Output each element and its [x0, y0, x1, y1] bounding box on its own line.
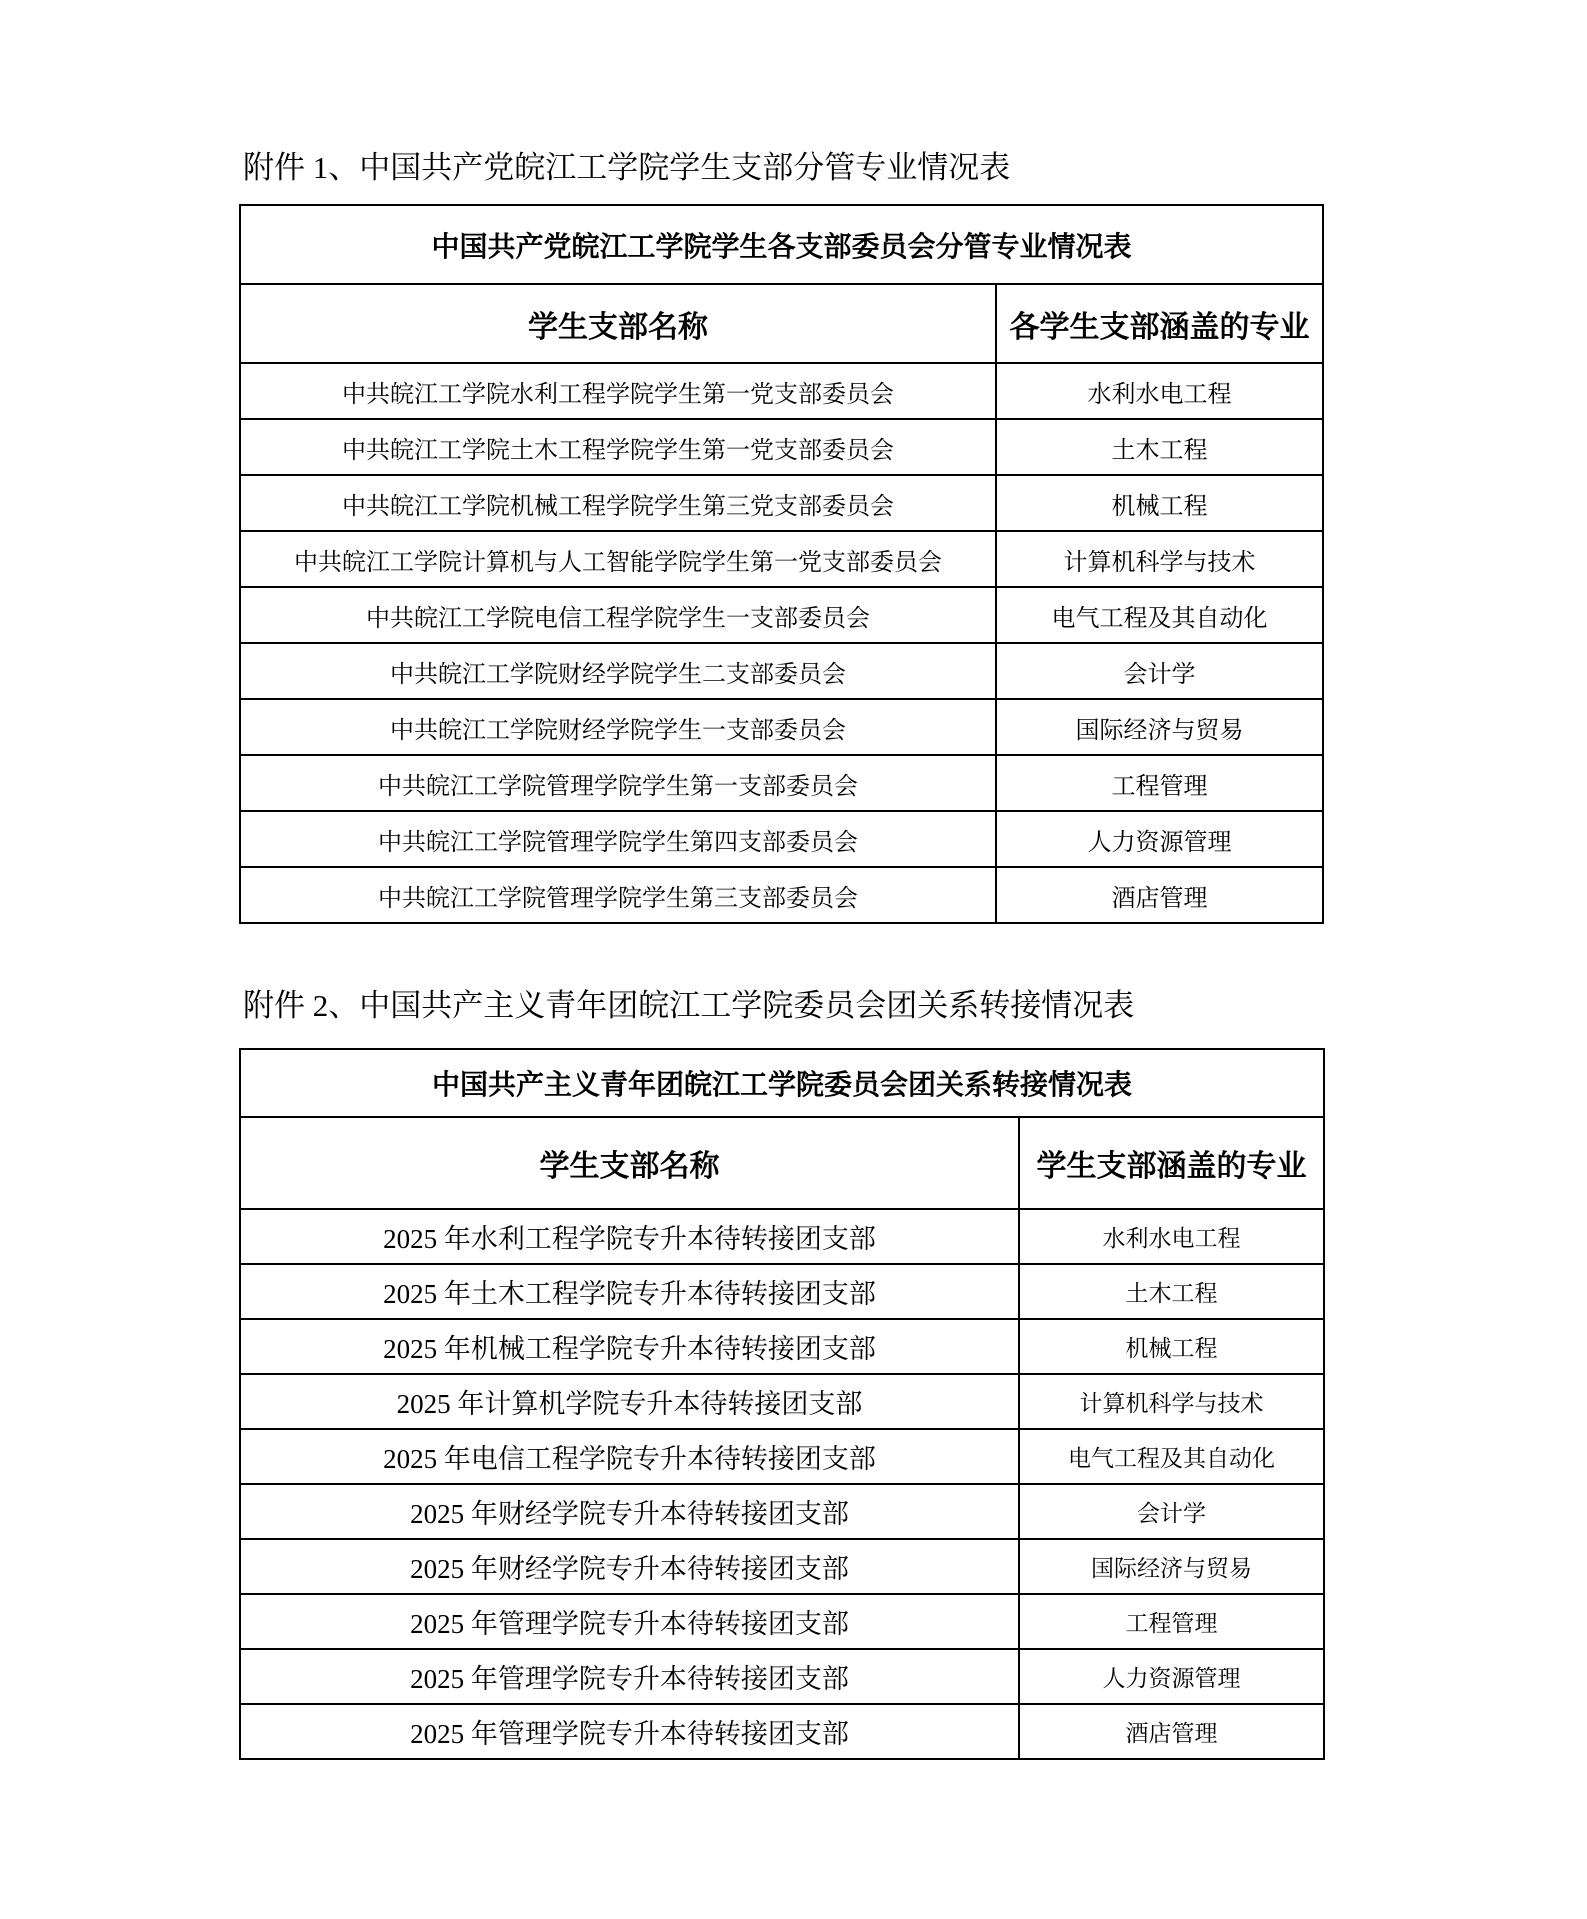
- attachment2-heading: 附件 2、中国共产主义青年团皖江工学院委员会团关系转接情况表: [243, 988, 1135, 1023]
- major-cell: 会计学: [996, 643, 1323, 699]
- column-header-branch-name: 学生支部名称: [240, 1117, 1019, 1209]
- table-row: [240, 1594, 1324, 1649]
- table-title-row: [240, 205, 1323, 284]
- major-cell: 国际经济与贸易: [1019, 1539, 1324, 1594]
- branch-name-cell: 2025 年管理学院专升本待转接团支部: [240, 1594, 1019, 1649]
- table-row: [240, 1264, 1324, 1319]
- branch-name-cell: 2025 年电信工程学院专升本待转接团支部: [240, 1429, 1019, 1484]
- major-cell: 计算机科学与技术: [996, 531, 1323, 587]
- table-row: [240, 1539, 1324, 1594]
- table-row: [240, 1429, 1324, 1484]
- branch-name-cell: 2025 年计算机学院专升本待转接团支部: [240, 1374, 1019, 1429]
- table-header-row: [240, 284, 1323, 363]
- major-cell: 电气工程及其自动化: [1019, 1429, 1324, 1484]
- youth-league-transfer-table: [239, 1048, 1325, 1760]
- column-header-covered-major: 学生支部涵盖的专业: [1019, 1117, 1324, 1209]
- table-row: [240, 1704, 1324, 1759]
- major-cell: 机械工程: [996, 475, 1323, 531]
- table-row: [240, 1319, 1324, 1374]
- major-cell: 工程管理: [1019, 1594, 1324, 1649]
- branch-name-cell: 中共皖江工学院财经学院学生一支部委员会: [240, 699, 996, 755]
- party-branch-table: [239, 204, 1324, 924]
- major-cell: 人力资源管理: [996, 811, 1323, 867]
- major-cell: 计算机科学与技术: [1019, 1374, 1324, 1429]
- branch-name-cell: 中共皖江工学院管理学院学生第三支部委员会: [240, 867, 996, 923]
- branch-name-cell: 中共皖江工学院计算机与人工智能学院学生第一党支部委员会: [240, 531, 996, 587]
- branch-name-cell: 中共皖江工学院水利工程学院学生第一党支部委员会: [240, 363, 996, 419]
- major-cell: 电气工程及其自动化: [996, 587, 1323, 643]
- party-table-title: 中国共产党皖江工学院学生各支部委员会分管专业情况表: [240, 205, 1323, 284]
- major-cell: 酒店管理: [1019, 1704, 1324, 1759]
- branch-name-cell: 2025 年管理学院专升本待转接团支部: [240, 1704, 1019, 1759]
- major-cell: 水利水电工程: [996, 363, 1323, 419]
- table-row: [240, 1484, 1324, 1539]
- major-cell: 酒店管理: [996, 867, 1323, 923]
- branch-name-cell: 2025 年机械工程学院专升本待转接团支部: [240, 1319, 1019, 1374]
- major-cell: 人力资源管理: [1019, 1649, 1324, 1704]
- major-cell: 水利水电工程: [1019, 1209, 1324, 1264]
- table-row: [240, 1374, 1324, 1429]
- table-row: [240, 475, 1323, 531]
- table-row: [240, 363, 1323, 419]
- table-row: [240, 699, 1323, 755]
- table-title-row: [240, 1049, 1324, 1117]
- table-row: [240, 1649, 1324, 1704]
- branch-name-cell: 中共皖江工学院电信工程学院学生一支部委员会: [240, 587, 996, 643]
- league-table-title: 中国共产主义青年团皖江工学院委员会团关系转接情况表: [240, 1049, 1324, 1117]
- branch-name-cell: 2025 年水利工程学院专升本待转接团支部: [240, 1209, 1019, 1264]
- table-row: [240, 1209, 1324, 1264]
- branch-name-cell: 中共皖江工学院管理学院学生第四支部委员会: [240, 811, 996, 867]
- major-cell: 会计学: [1019, 1484, 1324, 1539]
- branch-name-cell: 中共皖江工学院机械工程学院学生第三党支部委员会: [240, 475, 996, 531]
- attachment1-heading: 附件 1、中国共产党皖江工学院学生支部分管专业情况表: [243, 150, 1011, 185]
- table-row: [240, 587, 1323, 643]
- major-cell: 国际经济与贸易: [996, 699, 1323, 755]
- table-row: [240, 643, 1323, 699]
- major-cell: 工程管理: [996, 755, 1323, 811]
- table-header-row: [240, 1117, 1324, 1209]
- column-header-covered-major: 各学生支部涵盖的专业: [996, 284, 1323, 363]
- branch-name-cell: 2025 年土木工程学院专升本待转接团支部: [240, 1264, 1019, 1319]
- branch-name-cell: 中共皖江工学院财经学院学生二支部委员会: [240, 643, 996, 699]
- branch-name-cell: 中共皖江工学院管理学院学生第一支部委员会: [240, 755, 996, 811]
- table-row: [240, 811, 1323, 867]
- major-cell: 机械工程: [1019, 1319, 1324, 1374]
- branch-name-cell: 中共皖江工学院土木工程学院学生第一党支部委员会: [240, 419, 996, 475]
- major-cell: 土木工程: [1019, 1264, 1324, 1319]
- table-row: [240, 867, 1323, 923]
- column-header-branch-name: 学生支部名称: [240, 284, 996, 363]
- table-row: [240, 419, 1323, 475]
- branch-name-cell: 2025 年财经学院专升本待转接团支部: [240, 1539, 1019, 1594]
- branch-name-cell: 2025 年财经学院专升本待转接团支部: [240, 1484, 1019, 1539]
- major-cell: 土木工程: [996, 419, 1323, 475]
- table-row: [240, 531, 1323, 587]
- table-row: [240, 755, 1323, 811]
- branch-name-cell: 2025 年管理学院专升本待转接团支部: [240, 1649, 1019, 1704]
